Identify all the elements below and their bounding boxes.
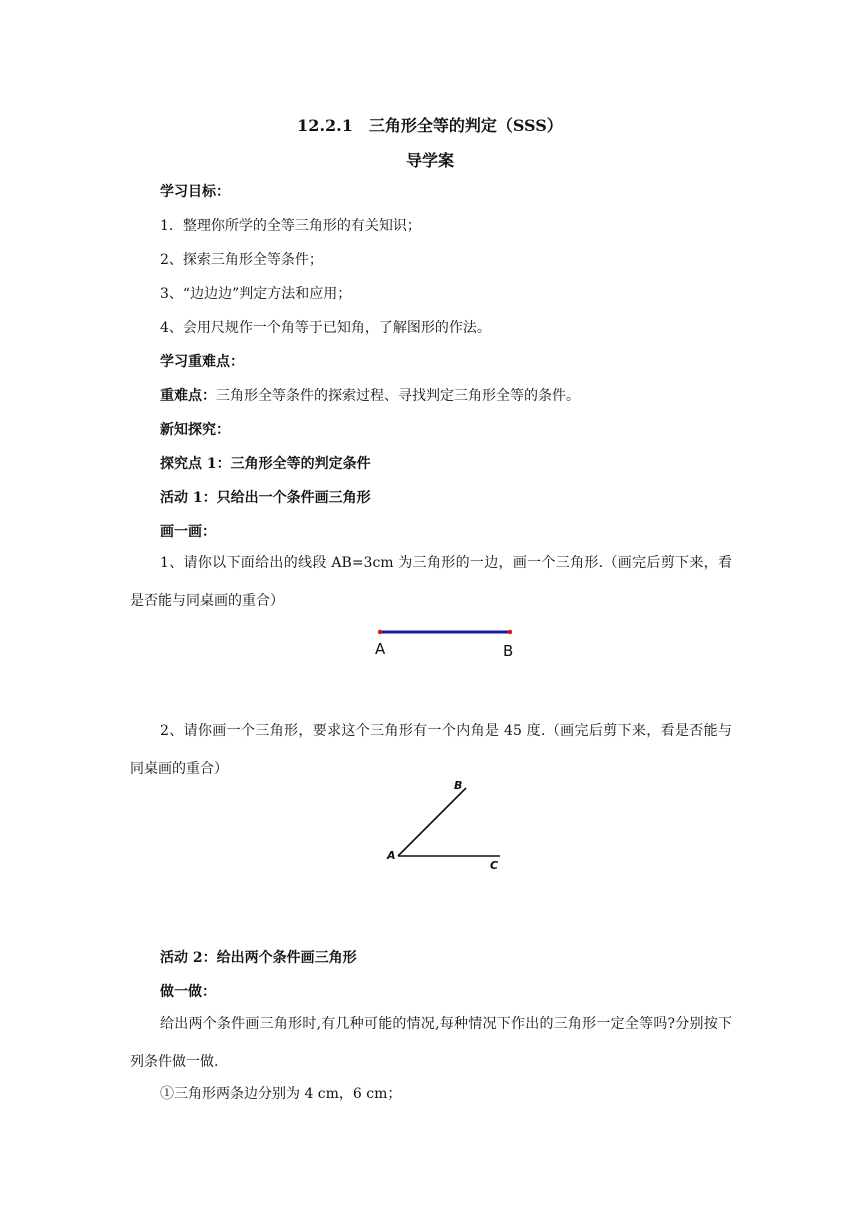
- task-3-text: 给出两个条件画三角形时,有几种可能的情况,每种情况下作出的三角形一定全等吗?分别按下列条件做一做.: [130, 1016, 732, 1070]
- key-points-heading: 学习重难点：: [160, 354, 244, 370]
- goal-item: 2、探索三角形全等条件；: [160, 252, 323, 268]
- key-points-label: 重难点：: [160, 388, 216, 404]
- explore-heading: 新知探究：: [160, 422, 230, 438]
- endpoint-a: [378, 630, 382, 634]
- label-a: A: [375, 640, 386, 658]
- label-c: C: [490, 859, 499, 872]
- label-a: A: [387, 849, 396, 862]
- goal-item: 3、“边边边”判定方法和应用；: [160, 286, 352, 302]
- document-subtitle: 导学案: [405, 151, 454, 170]
- draw-label: 画一画：: [160, 524, 216, 540]
- activity-1-heading: 活动 1：只给出一个条件画三角形: [160, 490, 371, 506]
- key-points-line: [160, 385, 580, 405]
- task-2-text: 2、请你画一个三角形，要求这个三角形有一个内角是 45 度.（画完后剪下来，看是否能与同桌画的重合）: [130, 723, 732, 777]
- activity-2-heading: 活动 2：给出两个条件画三角形: [160, 950, 357, 966]
- goals-heading: 学习目标：: [160, 184, 230, 200]
- condition-1: ①三角形两条边分别为 4 cm，6 cm；: [160, 1086, 402, 1102]
- goal-item: 4、会用尺规作一个角等于已知角，了解图形的作法。: [160, 320, 491, 336]
- segment-ab-figure: [360, 618, 530, 666]
- ray-ab: [398, 788, 466, 856]
- key-points-text: 三角形全等条件的探索过程、寻找判定三角形全等的条件。: [216, 388, 580, 404]
- explore-point-1: 探究点 1：三角形全等的判定条件: [160, 456, 371, 472]
- endpoint-b: [508, 630, 512, 634]
- document-title: 12.2.1 三角形全等的判定（SSS）: [297, 116, 563, 135]
- label-b: B: [454, 779, 463, 792]
- angle-figure: [380, 776, 510, 872]
- label-b: B: [503, 642, 514, 660]
- task-1-text: 1、请你以下面给出的线段 AB=3cm 为三角形的一边，画一个三角形.（画完后剪下来，看是否能与同桌画的重合）: [130, 555, 732, 609]
- do-label: 做一做：: [160, 984, 216, 1000]
- goal-item: 1．整理你所学的全等三角形的有关知识；: [160, 218, 421, 234]
